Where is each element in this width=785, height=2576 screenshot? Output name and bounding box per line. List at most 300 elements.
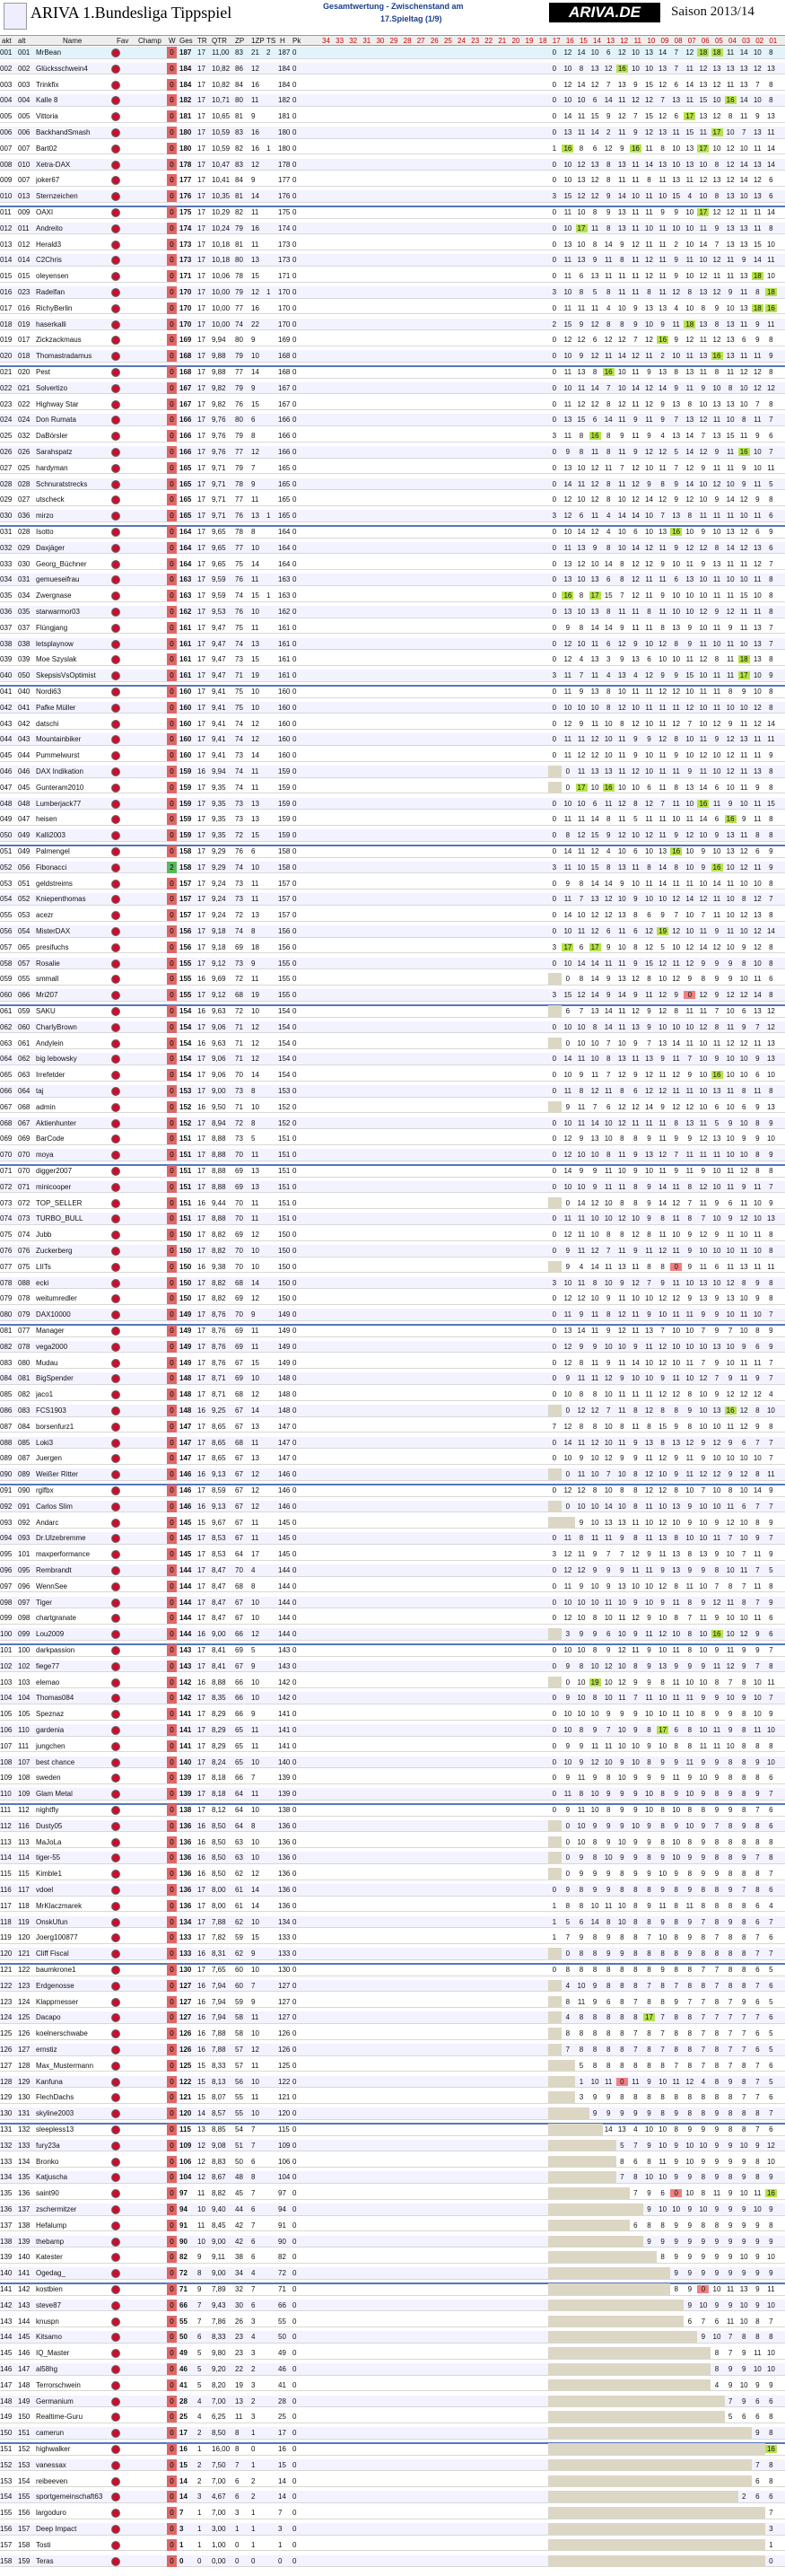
player-name-link[interactable]: Zuckerberg bbox=[36, 1247, 73, 1255]
table-row[interactable] bbox=[0, 1005, 785, 1018]
player-name-link[interactable]: Katjuscha bbox=[36, 2173, 68, 2182]
table-row[interactable] bbox=[0, 79, 785, 92]
player-name-link[interactable]: ernstiz bbox=[36, 2046, 57, 2054]
player-name-link[interactable]: FCS1903 bbox=[36, 1406, 66, 1415]
table-row[interactable] bbox=[0, 2011, 785, 2024]
table-row[interactable] bbox=[0, 574, 785, 586]
table-row[interactable] bbox=[0, 1245, 785, 1257]
player-name-link[interactable]: Juergen bbox=[36, 1454, 62, 1463]
player-name-link[interactable]: Weißer Ritter bbox=[36, 1470, 78, 1479]
player-name-link[interactable]: Realtime-Guru bbox=[36, 2413, 83, 2422]
player-name-link[interactable]: Max_Mustermann bbox=[36, 2061, 94, 2070]
player-name-link[interactable]: gemueseifrau bbox=[36, 575, 80, 584]
player-name-link[interactable]: Kalle 8 bbox=[36, 96, 58, 105]
player-name-link[interactable]: best chance bbox=[36, 1757, 75, 1766]
table-row[interactable] bbox=[0, 1421, 785, 1433]
player-name-link[interactable]: darkpassion bbox=[36, 1646, 75, 1654]
player-name-link[interactable]: Zickzackmaus bbox=[36, 336, 82, 345]
table-row[interactable] bbox=[0, 1916, 785, 1929]
table-row[interactable] bbox=[0, 1085, 785, 1098]
player-name-link[interactable]: Kalli2003 bbox=[36, 831, 65, 840]
player-name-link[interactable]: ecki bbox=[36, 1278, 49, 1287]
table-row[interactable] bbox=[0, 942, 785, 954]
player-name-link[interactable]: Andylein bbox=[36, 1038, 64, 1047]
player-name-link[interactable]: RichyBerlin bbox=[36, 303, 73, 312]
table-row[interactable] bbox=[0, 702, 785, 714]
player-name-link[interactable]: Jubb bbox=[36, 1231, 52, 1240]
player-name-link[interactable]: BigSpender bbox=[36, 1374, 74, 1383]
player-name-link[interactable]: Sarahspatz bbox=[36, 448, 73, 456]
player-name-link[interactable]: Hefalump bbox=[36, 2221, 67, 2230]
player-name-link[interactable]: Germanium bbox=[36, 2396, 74, 2405]
table-row[interactable] bbox=[0, 1996, 785, 2009]
player-name-link[interactable]: Tosti bbox=[36, 2540, 51, 2549]
table-row[interactable] bbox=[0, 1485, 785, 1497]
player-name-link[interactable]: joker67 bbox=[36, 176, 60, 185]
player-name-link[interactable]: Trinkfix bbox=[36, 80, 59, 89]
table-row[interactable] bbox=[0, 2331, 785, 2344]
table-row[interactable] bbox=[0, 1932, 785, 1944]
player-name-link[interactable]: MisterDAX bbox=[36, 927, 71, 935]
player-name-link[interactable]: Thomas084 bbox=[36, 1694, 74, 1703]
table-row[interactable] bbox=[0, 670, 785, 682]
player-name-link[interactable]: digger2007 bbox=[36, 1167, 73, 1175]
table-row[interactable] bbox=[0, 1117, 785, 1130]
player-name-link[interactable]: chartgranate bbox=[36, 1614, 76, 1623]
player-name-link[interactable]: Carlos Slim bbox=[36, 1502, 73, 1511]
player-name-link[interactable]: oleyensen bbox=[36, 272, 69, 281]
table-row[interactable] bbox=[0, 686, 785, 698]
player-name-link[interactable]: Bronko bbox=[36, 2157, 59, 2166]
player-name-link[interactable]: Tiger bbox=[36, 1598, 52, 1607]
table-row[interactable] bbox=[0, 254, 785, 267]
table-row[interactable] bbox=[0, 989, 785, 1002]
table-row[interactable] bbox=[0, 63, 785, 75]
player-name-link[interactable]: elemao bbox=[36, 1678, 60, 1687]
table-row[interactable] bbox=[0, 94, 785, 107]
table-row[interactable] bbox=[0, 1612, 785, 1625]
player-name-link[interactable]: taj bbox=[36, 1087, 44, 1095]
table-row[interactable] bbox=[0, 2140, 785, 2152]
player-name-link[interactable]: camerun bbox=[36, 2429, 65, 2438]
player-name-link[interactable]: saint90 bbox=[36, 2189, 59, 2198]
player-name-link[interactable]: weitumredler bbox=[36, 1294, 77, 1303]
player-name-link[interactable]: DaBörsler bbox=[36, 432, 68, 441]
table-row[interactable] bbox=[0, 1325, 785, 1337]
player-name-link[interactable]: vanessax bbox=[36, 2460, 66, 2469]
player-name-link[interactable]: Joerg100877 bbox=[36, 1933, 78, 1942]
table-row[interactable] bbox=[0, 1724, 785, 1737]
table-row[interactable] bbox=[0, 2459, 785, 2472]
player-name-link[interactable]: Glam Metal bbox=[36, 1790, 73, 1799]
player-name-link[interactable]: admin bbox=[36, 1102, 56, 1111]
player-name-link[interactable]: al58hg bbox=[36, 2365, 58, 2373]
table-row[interactable] bbox=[0, 878, 785, 890]
table-row[interactable] bbox=[0, 718, 785, 731]
table-row[interactable] bbox=[0, 2171, 785, 2184]
player-name-link[interactable]: TURBO_BULL bbox=[36, 1214, 83, 1223]
player-name-link[interactable]: Gunteram2010 bbox=[36, 783, 84, 792]
table-row[interactable] bbox=[0, 558, 785, 571]
player-name-link[interactable]: MrBean bbox=[36, 48, 62, 57]
table-row[interactable] bbox=[0, 286, 785, 299]
player-name-link[interactable]: Xetra-DAX bbox=[36, 160, 71, 169]
table-row[interactable] bbox=[0, 1038, 785, 1050]
player-name-link[interactable]: IQ_Master bbox=[36, 2349, 70, 2358]
player-name-link[interactable]: Lumberjack77 bbox=[36, 799, 82, 808]
player-name-link[interactable]: Solvertizo bbox=[36, 383, 68, 392]
player-name-link[interactable]: Herald3 bbox=[36, 240, 62, 249]
player-name-link[interactable]: Schnuratstrecks bbox=[36, 479, 88, 488]
player-name-link[interactable]: WennSee bbox=[36, 1582, 67, 1590]
player-name-link[interactable]: haserkalli bbox=[36, 320, 66, 329]
player-name-link[interactable]: Erdgenosse bbox=[36, 1981, 74, 1990]
table-row[interactable] bbox=[0, 2523, 785, 2536]
player-name-link[interactable]: Nordi63 bbox=[36, 688, 62, 696]
table-row[interactable] bbox=[0, 1389, 785, 1401]
table-row[interactable] bbox=[0, 270, 785, 283]
player-name-link[interactable]: baumkrone1 bbox=[36, 1966, 76, 1974]
player-name-link[interactable]: Manager bbox=[36, 1327, 65, 1335]
player-name-link[interactable]: heisen bbox=[36, 815, 57, 824]
player-name-link[interactable]: BackhandSmash bbox=[36, 128, 91, 136]
table-row[interactable] bbox=[0, 1501, 785, 1513]
table-row[interactable] bbox=[0, 958, 785, 970]
table-row[interactable] bbox=[0, 2204, 785, 2216]
player-name-link[interactable]: fiege77 bbox=[36, 1661, 60, 1670]
player-name-link[interactable]: big lebowsky bbox=[36, 1055, 77, 1064]
table-row[interactable] bbox=[0, 2091, 785, 2104]
table-row[interactable] bbox=[0, 1229, 785, 1241]
player-name-link[interactable]: starwarmor03 bbox=[36, 608, 80, 616]
player-name-link[interactable]: Mountainbiker bbox=[36, 735, 82, 744]
player-name-link[interactable]: Glücksschwein4 bbox=[36, 64, 88, 73]
table-row[interactable] bbox=[0, 1021, 785, 1034]
table-row[interactable] bbox=[0, 606, 785, 618]
table-row[interactable] bbox=[0, 1948, 785, 1960]
player-name-link[interactable]: Bart02 bbox=[36, 144, 57, 153]
player-name-link[interactable]: sportgemeinschaft63 bbox=[36, 2493, 103, 2502]
player-name-link[interactable]: highwalker bbox=[36, 2445, 71, 2453]
table-row[interactable] bbox=[0, 174, 785, 187]
table-row[interactable] bbox=[0, 1836, 785, 1849]
player-name-link[interactable]: Flüngjang bbox=[36, 623, 68, 632]
table-row[interactable] bbox=[0, 1980, 785, 1993]
player-name-link[interactable]: CharlyBrown bbox=[36, 1022, 77, 1031]
table-row[interactable] bbox=[0, 1149, 785, 1161]
table-row[interactable] bbox=[0, 2187, 785, 2200]
player-name-link[interactable]: vega2000 bbox=[36, 1342, 68, 1351]
table-row[interactable] bbox=[0, 1852, 785, 1864]
player-name-link[interactable]: Irrefetder bbox=[36, 1071, 65, 1080]
table-row[interactable] bbox=[0, 1677, 785, 1689]
player-name-link[interactable]: sweden bbox=[36, 1774, 61, 1783]
player-name-link[interactable]: Moe Szyslak bbox=[36, 655, 77, 664]
player-name-link[interactable]: MaJoLa bbox=[36, 1837, 62, 1846]
table-row[interactable] bbox=[0, 749, 785, 762]
player-name-link[interactable]: Palmengel bbox=[36, 847, 70, 855]
table-row[interactable] bbox=[0, 1804, 785, 1817]
table-row[interactable] bbox=[0, 1740, 785, 1753]
table-row[interactable] bbox=[0, 1532, 785, 1545]
player-name-link[interactable]: Lou2009 bbox=[36, 1630, 65, 1639]
table-row[interactable] bbox=[0, 590, 785, 602]
player-name-link[interactable]: Pest bbox=[36, 368, 51, 376]
table-row[interactable] bbox=[0, 1564, 785, 1577]
table-row[interactable] bbox=[0, 1628, 785, 1641]
player-name-link[interactable]: C2Chris bbox=[36, 256, 62, 265]
table-row[interactable] bbox=[0, 2347, 785, 2360]
table-row[interactable] bbox=[0, 2475, 785, 2488]
table-row[interactable] bbox=[0, 1133, 785, 1145]
table-row[interactable] bbox=[0, 1101, 785, 1114]
table-row[interactable] bbox=[0, 1788, 785, 1801]
table-row[interactable] bbox=[0, 1053, 785, 1065]
table-row[interactable] bbox=[0, 1468, 785, 1481]
table-row[interactable] bbox=[0, 446, 785, 459]
player-name-link[interactable]: Ogedag_ bbox=[36, 2269, 65, 2278]
table-row[interactable] bbox=[0, 782, 785, 794]
table-row[interactable] bbox=[0, 2443, 785, 2456]
table-row[interactable] bbox=[0, 2060, 785, 2072]
table-row[interactable] bbox=[0, 829, 785, 842]
table-row[interactable] bbox=[0, 1597, 785, 1609]
table-row[interactable] bbox=[0, 2411, 785, 2423]
player-name-link[interactable]: FlechDachs bbox=[36, 2093, 74, 2102]
player-name-link[interactable]: Georg_Büchner bbox=[36, 559, 87, 568]
player-name-link[interactable]: Cliff Fiscal bbox=[36, 1950, 69, 1958]
table-row[interactable] bbox=[0, 1213, 785, 1225]
player-name-link[interactable]: acezr bbox=[36, 911, 54, 920]
player-name-link[interactable]: maxperformance bbox=[36, 1550, 91, 1559]
table-row[interactable] bbox=[0, 1660, 785, 1673]
table-row[interactable] bbox=[0, 494, 785, 506]
player-name-link[interactable]: jungchen bbox=[36, 1741, 65, 1750]
table-row[interactable] bbox=[0, 2251, 785, 2264]
player-name-link[interactable]: zschermitzer bbox=[36, 2205, 77, 2213]
table-row[interactable] bbox=[0, 526, 785, 539]
table-row[interactable] bbox=[0, 653, 785, 666]
player-name-link[interactable]: tiger-55 bbox=[36, 1853, 61, 1862]
table-row[interactable] bbox=[0, 2283, 785, 2296]
table-row[interactable] bbox=[0, 1884, 785, 1897]
player-name-link[interactable]: rglfbx bbox=[36, 1486, 54, 1494]
table-row[interactable] bbox=[0, 638, 785, 651]
table-row[interactable] bbox=[0, 319, 785, 331]
player-name-link[interactable]: moya bbox=[36, 1151, 54, 1160]
table-row[interactable] bbox=[0, 366, 785, 379]
player-name-link[interactable]: steve87 bbox=[36, 2300, 62, 2309]
player-name-link[interactable]: DAX Indikation bbox=[36, 767, 83, 775]
table-row[interactable] bbox=[0, 47, 785, 59]
player-name-link[interactable]: knuspn bbox=[36, 2317, 59, 2326]
player-name-link[interactable]: TOP_SELLER bbox=[36, 1198, 83, 1207]
table-row[interactable] bbox=[0, 1292, 785, 1305]
player-name-link[interactable]: thebamp bbox=[36, 2237, 65, 2246]
player-name-link[interactable]: Dacapo bbox=[36, 2013, 61, 2022]
player-name-link[interactable]: borsenfurz1 bbox=[36, 1422, 74, 1431]
table-row[interactable] bbox=[0, 1261, 785, 1274]
player-name-link[interactable]: Dr.Ulzebremme bbox=[36, 1534, 86, 1543]
player-name-link[interactable]: letsplaynow bbox=[36, 639, 74, 648]
player-name-link[interactable]: Aktienhunter bbox=[36, 1118, 76, 1127]
table-row[interactable] bbox=[0, 1548, 785, 1561]
player-name-link[interactable]: hardyman bbox=[36, 463, 68, 472]
table-row[interactable] bbox=[0, 542, 785, 555]
player-name-link[interactable]: MrKlaczmarek bbox=[36, 1901, 83, 1910]
table-row[interactable] bbox=[0, 766, 785, 778]
player-name-link[interactable]: Dusty05 bbox=[36, 1821, 63, 1830]
table-row[interactable] bbox=[0, 2539, 785, 2552]
player-name-link[interactable]: mirzo bbox=[36, 512, 54, 521]
player-name-link[interactable]: OAXI bbox=[36, 208, 54, 216]
table-row[interactable] bbox=[0, 382, 785, 395]
player-name-link[interactable]: SkepsisVsOptimist bbox=[36, 671, 96, 680]
player-name-link[interactable]: Rosalie bbox=[36, 959, 60, 968]
table-row[interactable] bbox=[0, 733, 785, 746]
player-name-link[interactable]: gardenia bbox=[36, 1726, 65, 1734]
player-name-link[interactable]: Loki3 bbox=[36, 1438, 54, 1447]
player-name-link[interactable]: fury23a bbox=[36, 2141, 60, 2150]
player-name-link[interactable]: Pummelwurst bbox=[36, 751, 80, 760]
player-name-link[interactable]: utscheck bbox=[36, 495, 65, 504]
player-name-link[interactable]: Andreito bbox=[36, 223, 63, 232]
table-row[interactable] bbox=[0, 2363, 785, 2376]
table-row[interactable] bbox=[0, 2107, 785, 2120]
table-row[interactable] bbox=[0, 1820, 785, 1833]
table-row[interactable] bbox=[0, 846, 785, 858]
player-name-link[interactable]: LIITs bbox=[36, 1262, 51, 1271]
player-name-link[interactable]: Klapprnesser bbox=[36, 1997, 79, 2006]
table-row[interactable] bbox=[0, 2491, 785, 2503]
player-name-link[interactable]: Sternzeichen bbox=[36, 192, 78, 201]
player-name-link[interactable]: Kimble1 bbox=[36, 1870, 62, 1879]
table-row[interactable] bbox=[0, 478, 785, 491]
player-name-link[interactable]: Speznaz bbox=[36, 1710, 65, 1719]
table-row[interactable] bbox=[0, 1868, 785, 1880]
player-name-link[interactable]: Pafke Müller bbox=[36, 703, 76, 712]
player-name-link[interactable]: jaco1 bbox=[36, 1390, 54, 1399]
table-row[interactable] bbox=[0, 2379, 785, 2392]
table-row[interactable] bbox=[0, 925, 785, 938]
player-name-link[interactable]: Teras bbox=[36, 2556, 54, 2565]
table-row[interactable] bbox=[0, 2300, 785, 2312]
player-name-link[interactable]: presifuchs bbox=[36, 942, 69, 951]
table-row[interactable] bbox=[0, 1757, 785, 1769]
table-row[interactable] bbox=[0, 2555, 785, 2568]
player-name-link[interactable]: Zwergnase bbox=[36, 591, 72, 600]
player-name-link[interactable]: reibeeven bbox=[36, 2476, 68, 2485]
table-row[interactable] bbox=[0, 1309, 785, 1321]
table-row[interactable] bbox=[0, 414, 785, 426]
player-name-link[interactable]: minicooper bbox=[36, 1182, 72, 1191]
table-row[interactable] bbox=[0, 1772, 785, 1784]
player-name-link[interactable]: Kanfuna bbox=[36, 2077, 63, 2086]
player-name-link[interactable]: largoduro bbox=[36, 2509, 66, 2518]
player-name-link[interactable]: vdoel bbox=[36, 1886, 54, 1894]
player-name-link[interactable]: Deep Impact bbox=[36, 2525, 77, 2533]
table-row[interactable] bbox=[0, 893, 785, 906]
player-name-link[interactable]: Terrorschwein bbox=[36, 2380, 81, 2389]
table-row[interactable] bbox=[0, 350, 785, 363]
player-name-link[interactable]: Kniepenthomas bbox=[36, 895, 86, 904]
player-name-link[interactable]: nightfly bbox=[36, 1806, 59, 1814]
table-row[interactable] bbox=[0, 2156, 785, 2169]
player-name-link[interactable]: sleepless13 bbox=[36, 2125, 74, 2134]
table-row[interactable] bbox=[0, 1357, 785, 1370]
player-name-link[interactable]: geldstreims bbox=[36, 879, 73, 888]
table-row[interactable] bbox=[0, 1708, 785, 1721]
table-row[interactable] bbox=[0, 1581, 785, 1593]
table-row[interactable] bbox=[0, 1069, 785, 1082]
table-row[interactable] bbox=[0, 1277, 785, 1290]
table-row[interactable] bbox=[0, 1165, 785, 1178]
table-row[interactable] bbox=[0, 223, 785, 235]
table-row[interactable] bbox=[0, 2028, 785, 2040]
table-row[interactable] bbox=[0, 190, 785, 203]
table-row[interactable] bbox=[0, 1341, 785, 1354]
table-row[interactable] bbox=[0, 2396, 785, 2408]
player-name-link[interactable]: Thomastradamus bbox=[36, 352, 92, 361]
table-row[interactable] bbox=[0, 510, 785, 522]
table-row[interactable] bbox=[0, 127, 785, 139]
player-name-link[interactable]: Katester bbox=[36, 2253, 63, 2262]
player-name-link[interactable]: BarCode bbox=[36, 1135, 65, 1143]
table-row[interactable] bbox=[0, 110, 785, 123]
table-row[interactable] bbox=[0, 2220, 785, 2232]
table-row[interactable] bbox=[0, 302, 785, 315]
player-name-link[interactable]: kostbien bbox=[36, 2285, 63, 2293]
player-name-link[interactable]: Radelfan bbox=[36, 288, 65, 296]
table-row[interactable] bbox=[0, 622, 785, 635]
table-row[interactable] bbox=[0, 239, 785, 251]
player-name-link[interactable]: DAX10000 bbox=[36, 1310, 71, 1319]
table-row[interactable] bbox=[0, 1964, 785, 1976]
table-row[interactable] bbox=[0, 159, 785, 171]
table-row[interactable] bbox=[0, 1181, 785, 1194]
player-name-link[interactable]: Mudau bbox=[36, 1358, 58, 1367]
player-name-link[interactable]: Andarc bbox=[36, 1518, 59, 1527]
table-row[interactable] bbox=[0, 798, 785, 810]
player-name-link[interactable]: Don Rumata bbox=[36, 416, 76, 425]
table-row[interactable] bbox=[0, 334, 785, 346]
player-name-link[interactable]: Daxjäger bbox=[36, 543, 65, 552]
table-row[interactable] bbox=[0, 143, 785, 155]
table-row[interactable] bbox=[0, 1692, 785, 1704]
table-row[interactable] bbox=[0, 2507, 785, 2519]
table-row[interactable] bbox=[0, 862, 785, 874]
player-name-link[interactable]: Rembrandt bbox=[36, 1566, 72, 1574]
table-row[interactable] bbox=[0, 2236, 785, 2248]
table-row[interactable] bbox=[0, 1437, 785, 1450]
player-name-link[interactable]: skyline2003 bbox=[36, 2109, 74, 2118]
player-name-link[interactable]: SAKU bbox=[36, 1007, 56, 1015]
table-row[interactable] bbox=[0, 813, 785, 826]
table-row[interactable] bbox=[0, 1405, 785, 1417]
player-name-link[interactable]: Highway Star bbox=[36, 399, 79, 408]
table-row[interactable] bbox=[0, 430, 785, 442]
table-row[interactable] bbox=[0, 1900, 785, 1913]
table-row[interactable] bbox=[0, 2267, 785, 2280]
table-row[interactable] bbox=[0, 206, 785, 219]
table-row[interactable] bbox=[0, 2044, 785, 2056]
player-name-link[interactable]: Kitsamo bbox=[36, 2333, 62, 2342]
player-name-link[interactable]: Vittoria bbox=[36, 112, 58, 121]
table-row[interactable] bbox=[0, 1644, 785, 1657]
table-row[interactable] bbox=[0, 2316, 785, 2328]
player-name-link[interactable]: Mri207 bbox=[36, 991, 58, 1000]
table-row[interactable] bbox=[0, 909, 785, 922]
